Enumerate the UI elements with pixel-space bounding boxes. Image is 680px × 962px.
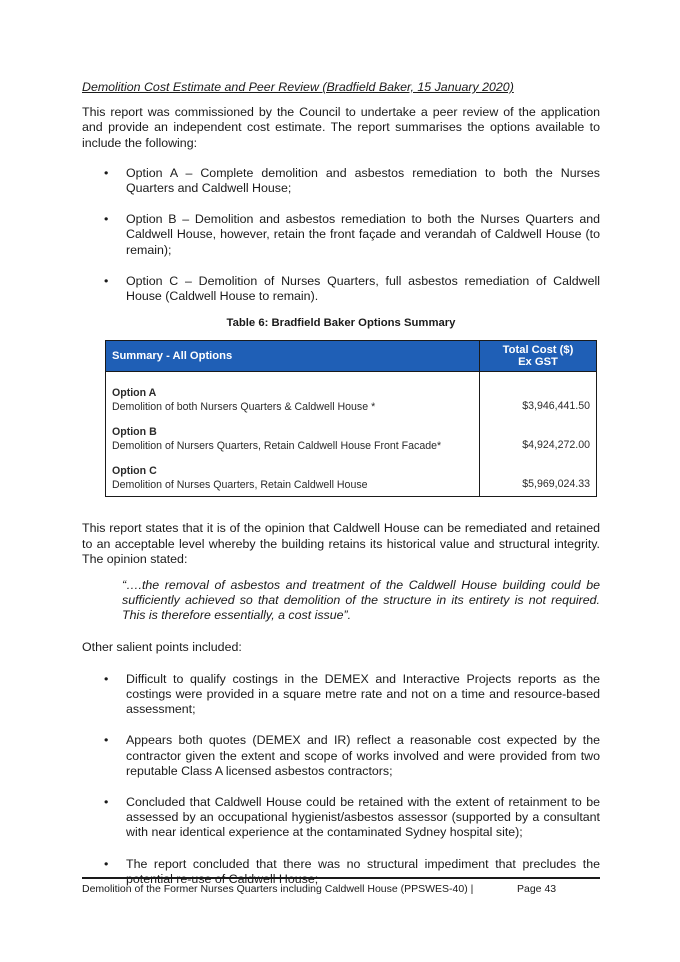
page-content bbox=[82, 80, 600, 903]
list-item: • Appears both quotes (DEMEX and IR) reflect a reasonable cost expected by the contractor given the extent and scope of works involved and were provided from two reputable Class A licensed asbestos contractors; bbox=[82, 733, 600, 779]
list-item: • Option B – Demolition and asbestos remediation to both the Nurses Quarters and Caldwell House, however, retain the front façade and verandah of Caldwell House (to remain); bbox=[82, 212, 600, 258]
table-row bbox=[106, 372, 597, 415]
footer-divider bbox=[82, 877, 600, 879]
table-row bbox=[106, 464, 597, 497]
footer-document-title: Demolition of the Former Nurses Quarters including Caldwell House (PPSWES-40) | bbox=[82, 883, 474, 895]
salient-intro: Other salient points included: bbox=[82, 639, 242, 654]
option-name: Option A bbox=[112, 387, 157, 400]
section-heading: Demolition Cost Estimate and Peer Review (Bradfield Baker, 15 January 2020) bbox=[82, 80, 514, 94]
option-cost: $4,924,272.00 bbox=[480, 425, 597, 453]
option-description: Demolition of Nursers Quarters, Retain Caldwell House Front Facade* bbox=[112, 440, 442, 453]
table-header-total-cost bbox=[480, 341, 597, 372]
list-item: • Concluded that Caldwell House could be retained with the extent of retainment to be assessed by an occupational hygienist/asbestos assessor (supported by a consultant with near identical experience at the contaminated Sydney hospital site); bbox=[82, 795, 600, 841]
option-description: Demolition of both Nursers Quarters & Caldwell House * bbox=[112, 401, 376, 414]
intro-paragraph: This report was commissioned by the Council to undertake a peer review of the application and provide an independent cost estimate. The report summarises the options available to include the following: bbox=[82, 105, 600, 150]
opinion-paragraph: This report states that it is of the opinion that Caldwell House can be remediated and retained to an acceptable level whereby the building retains its historical value and structural integrity. The opinion stated: bbox=[82, 521, 600, 566]
table-caption: Table 6: Bradfield Baker Options Summary bbox=[226, 317, 456, 330]
options-list bbox=[82, 166, 600, 304]
options-summary-table bbox=[105, 340, 597, 497]
option-name: Option B bbox=[112, 426, 157, 439]
opinion-quote: “….the removal of asbestos and treatment of the Caldwell House building could be sufficiently achieved so that demolition of the structure in its entirety is not required. This is therefore essentially, a cost issue”. bbox=[122, 578, 600, 623]
list-item: • Difficult to qualify costings in the DEMEX and Interactive Projects reports as the costings were provided in a square metre rate and not on a time and resource-based assessment; bbox=[82, 672, 600, 718]
option-cost: $3,946,441.50 bbox=[480, 372, 597, 415]
option-cost: $5,969,024.33 bbox=[480, 464, 597, 497]
footer-page-number: Page 43 bbox=[517, 883, 557, 895]
table-row bbox=[106, 425, 597, 453]
list-item: • Option C – Demolition of Nurses Quarters, full asbestos remediation of Caldwell House (Caldwell House to remain). bbox=[82, 274, 600, 304]
option-name: Option C bbox=[112, 465, 157, 478]
salient-points-list bbox=[82, 672, 600, 887]
option-description: Demolition of Nurses Quarters, Retain Caldwell House bbox=[112, 479, 368, 492]
list-item: • The report concluded that there was no structural impediment that precludes the bbox=[82, 857, 600, 887]
header-cost-label: Total Cost ($) bbox=[502, 344, 574, 357]
header-gst-label: Ex GST bbox=[518, 356, 558, 369]
table-header-summary: Summary - All Options bbox=[106, 341, 480, 372]
list-item: • Option A – Complete demolition and asbestos remediation to both the Nurses Quarters and Caldwell House; bbox=[82, 166, 600, 196]
